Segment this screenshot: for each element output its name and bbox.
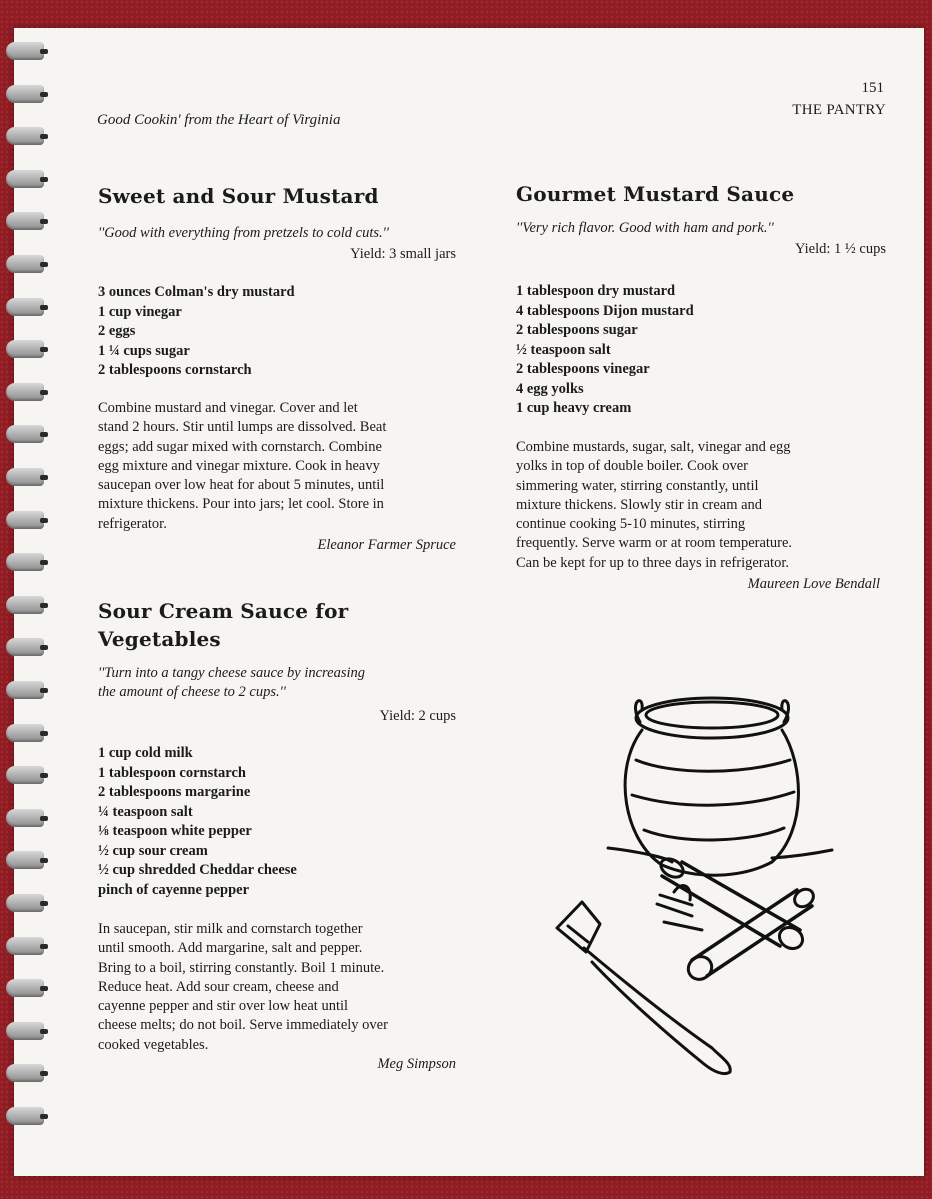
directions-line: cayenne pepper and stir over low heat until: [98, 998, 349, 1015]
directions-line: Combine mustard and vinegar. Cover and let: [98, 400, 358, 416]
binding-coil: [0, 40, 46, 64]
directions-line: stand 2 hours. Stir until lumps are dissolved. Beat: [98, 419, 387, 436]
recipe-yield: Yield: 1 ½ cups: [794, 241, 886, 257]
directions-line: yolks in top of double boiler. Cook over: [516, 458, 748, 475]
binding-coil: [0, 509, 46, 533]
hatchet-icon: [557, 902, 730, 1074]
directions-line: Bring to a boil, stirring constantly. Boil 1 minute.: [98, 959, 385, 976]
recipe-title-line: Vegetables: [98, 627, 221, 651]
directions-line: eggs; add sugar mixed with cornstarch. Combine: [98, 438, 382, 455]
ingredient-item: pinch of cayenne pepper: [98, 881, 250, 898]
ingredient-item: ⅛ teaspoon white pepper: [98, 823, 252, 839]
binding-coil: [0, 1105, 46, 1129]
ingredient-item: 1 cup cold milk: [98, 745, 193, 761]
recipe-directions: [98, 399, 456, 534]
directions-line: Reduce heat. Add sour cream, cheese and: [98, 978, 339, 995]
recipe-title: Gourmet Mustard Sauce: [516, 182, 795, 206]
binding-coil: [0, 1020, 46, 1044]
binding-coil: [0, 764, 46, 788]
recipe-quote: ''Good with everything from pretzels to cold cuts.'': [98, 225, 389, 241]
recipe-sweet-sour-mustard: [98, 182, 456, 210]
ingredient-item: 1 tablespoon cornstarch: [98, 764, 246, 781]
ingredient-item: 2 tablespoons sugar: [516, 322, 638, 338]
binding-coil: [0, 551, 46, 575]
binding-coil: [0, 296, 46, 320]
directions-line: simmering water, stirring constantly, until: [516, 477, 759, 494]
ingredient-item: 4 tablespoons Dijon mustard: [516, 302, 694, 319]
ingredient-item: 2 tablespoons margarine: [98, 784, 251, 800]
directions-line: cheese melts; do not boil. Serve immediately over: [98, 1017, 388, 1034]
ingredient-item: 2 tablespoons cornstarch: [98, 362, 252, 378]
page-number: 151: [861, 80, 884, 96]
ingredient-item: ½ cup shredded Cheddar cheese: [98, 862, 297, 878]
binding-coil: [0, 977, 46, 1001]
pot-icon: [625, 698, 798, 875]
binding-coil: [0, 935, 46, 959]
ingredient-item: ½ teaspoon salt: [516, 341, 611, 358]
directions-line: frequently. Serve warm or at room temperature.: [516, 535, 793, 552]
pot-campfire-illustration: [532, 680, 852, 1080]
recipe-gourmet-mustard-sauce: [516, 180, 886, 208]
directions-line: In saucepan, stir milk and cornstarch together: [98, 921, 363, 937]
ingredient-item: 4 egg yolks: [516, 380, 584, 397]
binding-coil: [0, 594, 46, 618]
recipe-directions: [98, 920, 456, 1055]
binding-coil: [0, 210, 46, 234]
recipe-quote: ''Very rich flavor. Good with ham and pork.'': [516, 220, 774, 236]
ingredient-item: ¼ teaspoon salt: [98, 803, 193, 820]
recipe-author: Meg Simpson: [377, 1056, 456, 1072]
section-title: THE PANTRY: [792, 102, 886, 118]
directions-line: cooked vegetables.: [98, 1036, 209, 1053]
directions-line: mixture thickens. Pour into jars; let cool. Store in: [98, 496, 384, 513]
directions-line: egg mixture and vinegar mixture. Cook in heavy: [98, 457, 380, 474]
directions-line: saucepan over low heat for about 5 minutes, until: [98, 477, 385, 494]
binding-coil: [0, 466, 46, 490]
ingredient-item: 2 tablespoons vinegar: [516, 361, 650, 377]
ingredient-item: 1 tablespoon dry mustard: [516, 283, 676, 299]
binding-coil: [0, 381, 46, 405]
directions-line: refrigerator.: [98, 515, 167, 532]
ingredient-item: 3 ounces Colman's dry mustard: [98, 284, 295, 300]
binding-coil: [0, 636, 46, 660]
recipe-title: Sweet and Sour Mustard: [98, 184, 379, 208]
binding-coil: [0, 849, 46, 873]
recipe-yield: Yield: 2 cups: [379, 708, 456, 724]
ingredient-list: [516, 282, 886, 419]
ingredient-item: 1 ¼ cups sugar: [98, 342, 190, 359]
directions-line: until smooth. Add margarine, salt and pepper.: [98, 940, 363, 957]
recipe-author: Maureen Love Bendall: [747, 576, 880, 592]
binding-coil: [0, 1062, 46, 1086]
quote-line: ''Turn into a tangy cheese sauce by increasing: [98, 665, 366, 681]
recipe-title-line: Sour Cream Sauce for: [98, 599, 349, 623]
firewood-icon: [608, 848, 832, 984]
directions-line: Combine mustards, sugar, salt, vinegar and egg: [516, 439, 791, 455]
binding-coil: [0, 83, 46, 107]
ingredient-item: 2 eggs: [98, 323, 136, 339]
recipe-sour-cream-sauce: [98, 597, 456, 653]
book-title: Good Cookin' from the Heart of Virginia: [97, 112, 341, 128]
directions-line: continue cooking 5-10 minutes, stirring: [516, 516, 746, 533]
ingredient-item: ½ cup sour cream: [98, 842, 208, 859]
binding-coil: [0, 253, 46, 277]
directions-line: Can be kept for up to three days in refrigerator.: [516, 554, 789, 571]
binding-coil: [0, 168, 46, 192]
quote-line: the amount of cheese to 2 cups.'': [98, 684, 286, 700]
ingredient-item: 1 cup vinegar: [98, 303, 182, 320]
binding-coil: [0, 807, 46, 831]
recipe-yield: Yield: 3 small jars: [350, 246, 456, 262]
ingredient-list: [98, 283, 456, 381]
ingredient-item: 1 cup heavy cream: [516, 400, 632, 416]
directions-line: mixture thickens. Slowly stir in cream and: [516, 496, 763, 513]
binding-coil: [0, 338, 46, 362]
binding-coil: [0, 423, 46, 447]
recipe-quote: [98, 664, 456, 702]
binding-coil: [0, 125, 46, 149]
ingredient-list: [98, 744, 456, 900]
binding-coil: [0, 722, 46, 746]
binding-coil: [0, 892, 46, 916]
recipe-author: Eleanor Farmer Spruce: [317, 537, 456, 553]
binding-coil: [0, 679, 46, 703]
recipe-directions: [516, 438, 886, 573]
